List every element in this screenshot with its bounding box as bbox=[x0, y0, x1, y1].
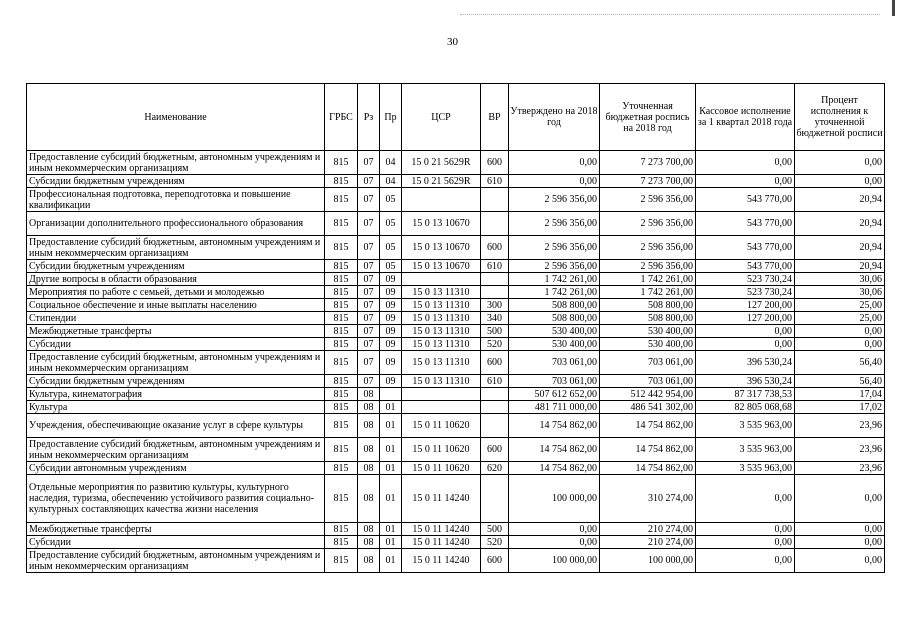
cell-grbs: 815 bbox=[325, 438, 358, 462]
cell-cash: 523 730,24 bbox=[696, 286, 795, 299]
cell-percent: 30,06 bbox=[795, 273, 885, 286]
cell-percent: 56,40 bbox=[795, 375, 885, 388]
cell-percent: 20,94 bbox=[795, 212, 885, 236]
cell-percent: 0,00 bbox=[795, 338, 885, 351]
cell-vr: 340 bbox=[481, 312, 509, 325]
cell-name: Учреждения, обеспечивающие оказание услуг в сфере культуры bbox=[27, 414, 325, 438]
cell-cash: 3 535 963,00 bbox=[696, 438, 795, 462]
cell-approved: 0,00 bbox=[509, 151, 600, 175]
cell-approved: 14 754 862,00 bbox=[509, 414, 600, 438]
scan-edge-smudge bbox=[460, 14, 880, 15]
cell-csr: 15 0 13 11310 bbox=[402, 375, 481, 388]
cell-cash: 523 730,24 bbox=[696, 273, 795, 286]
header-pr: Пр bbox=[380, 84, 402, 151]
table-row bbox=[27, 273, 885, 286]
cell-refined: 486 541 302,00 bbox=[600, 401, 696, 414]
cell-pr: 05 bbox=[380, 236, 402, 260]
cell-vr bbox=[481, 388, 509, 401]
cell-cash: 3 535 963,00 bbox=[696, 462, 795, 475]
cell-refined: 2 596 356,00 bbox=[600, 188, 696, 212]
cell-vr: 610 bbox=[481, 175, 509, 188]
header-approved: Утверждено на 2018 год bbox=[509, 84, 600, 151]
cell-approved: 1 742 261,00 bbox=[509, 286, 600, 299]
cell-name: Предоставление субсидий бюджетным, автономным учреждениям и иным некоммерческим организациям bbox=[27, 438, 325, 462]
table-row bbox=[27, 325, 885, 338]
cell-approved: 703 061,00 bbox=[509, 351, 600, 375]
cell-cash: 0,00 bbox=[696, 151, 795, 175]
cell-grbs: 815 bbox=[325, 212, 358, 236]
cell-csr: 15 0 13 11310 bbox=[402, 286, 481, 299]
cell-grbs: 815 bbox=[325, 273, 358, 286]
cell-percent: 20,94 bbox=[795, 260, 885, 273]
cell-approved: 14 754 862,00 bbox=[509, 438, 600, 462]
cell-name: Межбюджетные трансферты bbox=[27, 523, 325, 536]
cell-csr: 15 0 13 10670 bbox=[402, 236, 481, 260]
cell-rz: 07 bbox=[358, 212, 380, 236]
table-row bbox=[27, 536, 885, 549]
cell-grbs: 815 bbox=[325, 260, 358, 273]
cell-name: Профессиональная подготовка, переподготовка и повышение квалификации bbox=[27, 188, 325, 212]
cell-rz: 07 bbox=[358, 299, 380, 312]
cell-pr: 05 bbox=[380, 212, 402, 236]
cell-csr: 15 0 21 5629R bbox=[402, 175, 481, 188]
cell-grbs: 815 bbox=[325, 401, 358, 414]
table-row bbox=[27, 236, 885, 260]
cell-percent: 23,96 bbox=[795, 462, 885, 475]
cell-percent: 17,04 bbox=[795, 388, 885, 401]
cell-refined: 512 442 954,00 bbox=[600, 388, 696, 401]
cell-pr: 01 bbox=[380, 536, 402, 549]
cell-percent: 20,94 bbox=[795, 188, 885, 212]
table-row bbox=[27, 151, 885, 175]
cell-approved: 508 800,00 bbox=[509, 312, 600, 325]
cell-pr: 09 bbox=[380, 299, 402, 312]
cell-approved: 530 400,00 bbox=[509, 338, 600, 351]
cell-pr: 09 bbox=[380, 286, 402, 299]
cell-cash: 82 805 068,68 bbox=[696, 401, 795, 414]
cell-vr bbox=[481, 286, 509, 299]
table-row bbox=[27, 338, 885, 351]
cell-csr bbox=[402, 273, 481, 286]
cell-name: Субсидии автономным учреждениям bbox=[27, 462, 325, 475]
cell-csr bbox=[402, 188, 481, 212]
cell-vr bbox=[481, 212, 509, 236]
cell-pr: 09 bbox=[380, 338, 402, 351]
cell-name: Мероприятия по работе с семьей, детьми и молодежью bbox=[27, 286, 325, 299]
header-name: Наименование bbox=[27, 84, 325, 151]
cell-csr: 15 0 11 10620 bbox=[402, 438, 481, 462]
cell-grbs: 815 bbox=[325, 236, 358, 260]
cell-percent: 0,00 bbox=[795, 536, 885, 549]
cell-vr bbox=[481, 188, 509, 212]
cell-pr: 01 bbox=[380, 549, 402, 573]
cell-rz: 08 bbox=[358, 549, 380, 573]
table-row bbox=[27, 475, 885, 523]
cell-cash: 0,00 bbox=[696, 338, 795, 351]
cell-percent: 25,00 bbox=[795, 312, 885, 325]
cell-grbs: 815 bbox=[325, 414, 358, 438]
cell-pr: 04 bbox=[380, 151, 402, 175]
cell-csr: 15 0 13 11310 bbox=[402, 325, 481, 338]
header-rz: Рз bbox=[358, 84, 380, 151]
cell-pr: 01 bbox=[380, 414, 402, 438]
table-row bbox=[27, 523, 885, 536]
cell-pr: 01 bbox=[380, 438, 402, 462]
cell-rz: 07 bbox=[358, 286, 380, 299]
cell-pr: 01 bbox=[380, 475, 402, 523]
cell-approved: 14 754 862,00 bbox=[509, 462, 600, 475]
cell-csr bbox=[402, 388, 481, 401]
cell-rz: 07 bbox=[358, 260, 380, 273]
header-vr: ВР bbox=[481, 84, 509, 151]
cell-percent: 25,00 bbox=[795, 299, 885, 312]
cell-name: Другие вопросы в области образования bbox=[27, 273, 325, 286]
cell-cash: 0,00 bbox=[696, 325, 795, 338]
cell-grbs: 815 bbox=[325, 549, 358, 573]
cell-csr: 15 0 21 5629R bbox=[402, 151, 481, 175]
cell-percent: 0,00 bbox=[795, 549, 885, 573]
table-row bbox=[27, 175, 885, 188]
cell-rz: 08 bbox=[358, 401, 380, 414]
table-row bbox=[27, 375, 885, 388]
cell-name: Субсидии bbox=[27, 338, 325, 351]
cell-pr: 01 bbox=[380, 401, 402, 414]
cell-percent: 0,00 bbox=[795, 475, 885, 523]
cell-name: Субсидии bbox=[27, 536, 325, 549]
cell-refined: 530 400,00 bbox=[600, 325, 696, 338]
header-refined: Уточненная бюджетная роспись на 2018 год bbox=[600, 84, 696, 151]
table-row bbox=[27, 549, 885, 573]
cell-refined: 2 596 356,00 bbox=[600, 260, 696, 273]
cell-name: Предоставление субсидий бюджетным, автономным учреждениям и иным некоммерческим организациям bbox=[27, 236, 325, 260]
header-cash: Кассовое исполнение за 1 квартал 2018 года bbox=[696, 84, 795, 151]
table-row bbox=[27, 401, 885, 414]
cell-cash: 0,00 bbox=[696, 536, 795, 549]
cell-vr: 500 bbox=[481, 325, 509, 338]
cell-grbs: 815 bbox=[325, 536, 358, 549]
cell-refined: 7 273 700,00 bbox=[600, 151, 696, 175]
cell-vr bbox=[481, 475, 509, 523]
cell-percent: 20,94 bbox=[795, 236, 885, 260]
cell-refined: 14 754 862,00 bbox=[600, 438, 696, 462]
cell-vr bbox=[481, 401, 509, 414]
table-row bbox=[27, 260, 885, 273]
cell-approved: 0,00 bbox=[509, 175, 600, 188]
table-header-row bbox=[27, 84, 885, 151]
cell-approved: 2 596 356,00 bbox=[509, 260, 600, 273]
cell-csr: 15 0 13 11310 bbox=[402, 312, 481, 325]
cell-cash: 543 770,00 bbox=[696, 212, 795, 236]
cell-vr: 600 bbox=[481, 438, 509, 462]
cell-cash: 127 200,00 bbox=[696, 312, 795, 325]
cell-refined: 210 274,00 bbox=[600, 523, 696, 536]
cell-csr: 15 0 13 11310 bbox=[402, 338, 481, 351]
cell-refined: 703 061,00 bbox=[600, 351, 696, 375]
cell-approved: 1 742 261,00 bbox=[509, 273, 600, 286]
cell-refined: 210 274,00 bbox=[600, 536, 696, 549]
cell-csr: 15 0 11 14240 bbox=[402, 549, 481, 573]
cell-percent: 30,06 bbox=[795, 286, 885, 299]
header-csr: ЦСР bbox=[402, 84, 481, 151]
cell-refined: 310 274,00 bbox=[600, 475, 696, 523]
cell-percent: 17,02 bbox=[795, 401, 885, 414]
cell-rz: 07 bbox=[358, 351, 380, 375]
cell-pr: 04 bbox=[380, 175, 402, 188]
cell-pr: 05 bbox=[380, 260, 402, 273]
cell-pr: 05 bbox=[380, 188, 402, 212]
cell-percent: 23,96 bbox=[795, 414, 885, 438]
cell-approved: 2 596 356,00 bbox=[509, 212, 600, 236]
cell-cash: 0,00 bbox=[696, 549, 795, 573]
cell-name: Предоставление субсидий бюджетным, автономным учреждениям и иным некоммерческим организациям bbox=[27, 351, 325, 375]
budget-table bbox=[26, 83, 885, 573]
table-row bbox=[27, 388, 885, 401]
cell-csr: 15 0 13 10670 bbox=[402, 260, 481, 273]
cell-vr: 600 bbox=[481, 151, 509, 175]
cell-cash: 0,00 bbox=[696, 523, 795, 536]
cell-approved: 0,00 bbox=[509, 523, 600, 536]
cell-rz: 07 bbox=[358, 188, 380, 212]
cell-grbs: 815 bbox=[325, 338, 358, 351]
cell-cash: 543 770,00 bbox=[696, 188, 795, 212]
cell-rz: 07 bbox=[358, 151, 380, 175]
cell-cash: 543 770,00 bbox=[696, 260, 795, 273]
cell-name: Культура bbox=[27, 401, 325, 414]
cell-cash: 0,00 bbox=[696, 475, 795, 523]
table-row bbox=[27, 286, 885, 299]
table-row bbox=[27, 212, 885, 236]
cell-rz: 08 bbox=[358, 414, 380, 438]
cell-approved: 2 596 356,00 bbox=[509, 236, 600, 260]
cell-vr bbox=[481, 273, 509, 286]
cell-vr: 620 bbox=[481, 462, 509, 475]
cell-csr: 15 0 11 14240 bbox=[402, 536, 481, 549]
cell-rz: 08 bbox=[358, 536, 380, 549]
table-row bbox=[27, 188, 885, 212]
cell-pr: 09 bbox=[380, 351, 402, 375]
cell-refined: 1 742 261,00 bbox=[600, 273, 696, 286]
cell-refined: 703 061,00 bbox=[600, 375, 696, 388]
cell-approved: 2 596 356,00 bbox=[509, 188, 600, 212]
cell-vr: 600 bbox=[481, 549, 509, 573]
cell-cash: 396 530,24 bbox=[696, 351, 795, 375]
cell-name: Межбюджетные трансферты bbox=[27, 325, 325, 338]
cell-csr: 15 0 11 10620 bbox=[402, 414, 481, 438]
table-row bbox=[27, 414, 885, 438]
cell-grbs: 815 bbox=[325, 175, 358, 188]
cell-cash: 543 770,00 bbox=[696, 236, 795, 260]
cell-cash: 127 200,00 bbox=[696, 299, 795, 312]
cell-grbs: 815 bbox=[325, 475, 358, 523]
cell-csr: 15 0 13 11310 bbox=[402, 351, 481, 375]
cell-rz: 07 bbox=[358, 273, 380, 286]
cell-refined: 508 800,00 bbox=[600, 299, 696, 312]
table-row bbox=[27, 351, 885, 375]
cell-rz: 07 bbox=[358, 375, 380, 388]
cell-percent: 0,00 bbox=[795, 523, 885, 536]
cell-refined: 14 754 862,00 bbox=[600, 414, 696, 438]
cell-rz: 07 bbox=[358, 338, 380, 351]
cell-csr: 15 0 13 10670 bbox=[402, 212, 481, 236]
cell-rz: 08 bbox=[358, 438, 380, 462]
cell-refined: 2 596 356,00 bbox=[600, 212, 696, 236]
cell-vr bbox=[481, 414, 509, 438]
cell-refined: 7 273 700,00 bbox=[600, 175, 696, 188]
cell-grbs: 815 bbox=[325, 286, 358, 299]
cell-grbs: 815 bbox=[325, 325, 358, 338]
table-row bbox=[27, 462, 885, 475]
cell-pr: 09 bbox=[380, 375, 402, 388]
scan-edge-mark bbox=[892, 0, 895, 16]
cell-name: Организации дополнительного профессионального образования bbox=[27, 212, 325, 236]
cell-grbs: 815 bbox=[325, 523, 358, 536]
cell-refined: 2 596 356,00 bbox=[600, 236, 696, 260]
cell-vr: 600 bbox=[481, 236, 509, 260]
cell-name: Предоставление субсидий бюджетным, автономным учреждениям и иным некоммерческим организациям bbox=[27, 151, 325, 175]
cell-pr bbox=[380, 388, 402, 401]
cell-percent: 0,00 bbox=[795, 175, 885, 188]
cell-refined: 100 000,00 bbox=[600, 549, 696, 573]
cell-vr: 500 bbox=[481, 523, 509, 536]
header-percent: Процент исполнения к уточненной бюджетной росписи bbox=[795, 84, 885, 151]
cell-grbs: 815 bbox=[325, 299, 358, 312]
cell-refined: 508 800,00 bbox=[600, 312, 696, 325]
cell-vr: 610 bbox=[481, 260, 509, 273]
cell-csr: 15 0 11 14240 bbox=[402, 523, 481, 536]
cell-name: Отдельные мероприятия по развитию культуры, культурного наследия, туризма, обеспечению устойчивого развития социально-культурных составляющих качества жизни населения bbox=[27, 475, 325, 523]
cell-vr: 300 bbox=[481, 299, 509, 312]
cell-vr: 520 bbox=[481, 536, 509, 549]
cell-percent: 0,00 bbox=[795, 151, 885, 175]
cell-percent: 23,96 bbox=[795, 438, 885, 462]
cell-name: Предоставление субсидий бюджетным, автономным учреждениям и иным некоммерческим организациям bbox=[27, 549, 325, 573]
cell-pr: 01 bbox=[380, 523, 402, 536]
table-body bbox=[27, 151, 885, 573]
cell-pr: 09 bbox=[380, 273, 402, 286]
cell-refined: 530 400,00 bbox=[600, 338, 696, 351]
cell-rz: 08 bbox=[358, 462, 380, 475]
cell-percent: 0,00 bbox=[795, 325, 885, 338]
cell-pr: 09 bbox=[380, 312, 402, 325]
cell-refined: 1 742 261,00 bbox=[600, 286, 696, 299]
cell-name: Социальное обеспечение и иные выплаты населению bbox=[27, 299, 325, 312]
cell-rz: 08 bbox=[358, 388, 380, 401]
cell-csr: 15 0 11 14240 bbox=[402, 475, 481, 523]
cell-percent: 56,40 bbox=[795, 351, 885, 375]
cell-grbs: 815 bbox=[325, 188, 358, 212]
cell-grbs: 815 bbox=[325, 151, 358, 175]
cell-grbs: 815 bbox=[325, 462, 358, 475]
cell-csr bbox=[402, 401, 481, 414]
table-row bbox=[27, 438, 885, 462]
cell-approved: 0,00 bbox=[509, 536, 600, 549]
cell-rz: 08 bbox=[358, 523, 380, 536]
table-row bbox=[27, 299, 885, 312]
cell-grbs: 815 bbox=[325, 351, 358, 375]
cell-vr: 600 bbox=[481, 351, 509, 375]
cell-refined: 14 754 862,00 bbox=[600, 462, 696, 475]
cell-vr: 520 bbox=[481, 338, 509, 351]
cell-rz: 07 bbox=[358, 312, 380, 325]
cell-name: Субсидии бюджетным учреждениям bbox=[27, 375, 325, 388]
table-row bbox=[27, 312, 885, 325]
cell-csr: 15 0 11 10620 bbox=[402, 462, 481, 475]
cell-grbs: 815 bbox=[325, 312, 358, 325]
cell-csr: 15 0 13 11310 bbox=[402, 299, 481, 312]
header-grbs: ГРБС bbox=[325, 84, 358, 151]
cell-rz: 08 bbox=[358, 475, 380, 523]
cell-name: Субсидии бюджетным учреждениям bbox=[27, 260, 325, 273]
cell-rz: 07 bbox=[358, 175, 380, 188]
cell-cash: 0,00 bbox=[696, 175, 795, 188]
cell-approved: 507 612 652,00 bbox=[509, 388, 600, 401]
cell-approved: 481 711 000,00 bbox=[509, 401, 600, 414]
cell-grbs: 815 bbox=[325, 375, 358, 388]
cell-cash: 87 317 738,53 bbox=[696, 388, 795, 401]
cell-approved: 703 061,00 bbox=[509, 375, 600, 388]
page-number: 30 bbox=[447, 36, 458, 48]
cell-cash: 396 530,24 bbox=[696, 375, 795, 388]
cell-approved: 530 400,00 bbox=[509, 325, 600, 338]
cell-grbs: 815 bbox=[325, 388, 358, 401]
cell-approved: 100 000,00 bbox=[509, 475, 600, 523]
cell-cash: 3 535 963,00 bbox=[696, 414, 795, 438]
cell-pr: 01 bbox=[380, 462, 402, 475]
cell-name: Стипендии bbox=[27, 312, 325, 325]
cell-rz: 07 bbox=[358, 325, 380, 338]
cell-rz: 07 bbox=[358, 236, 380, 260]
cell-name: Субсидии бюджетным учреждениям bbox=[27, 175, 325, 188]
cell-approved: 100 000,00 bbox=[509, 549, 600, 573]
cell-pr: 09 bbox=[380, 325, 402, 338]
cell-vr: 610 bbox=[481, 375, 509, 388]
cell-approved: 508 800,00 bbox=[509, 299, 600, 312]
cell-name: Культура, кинематография bbox=[27, 388, 325, 401]
